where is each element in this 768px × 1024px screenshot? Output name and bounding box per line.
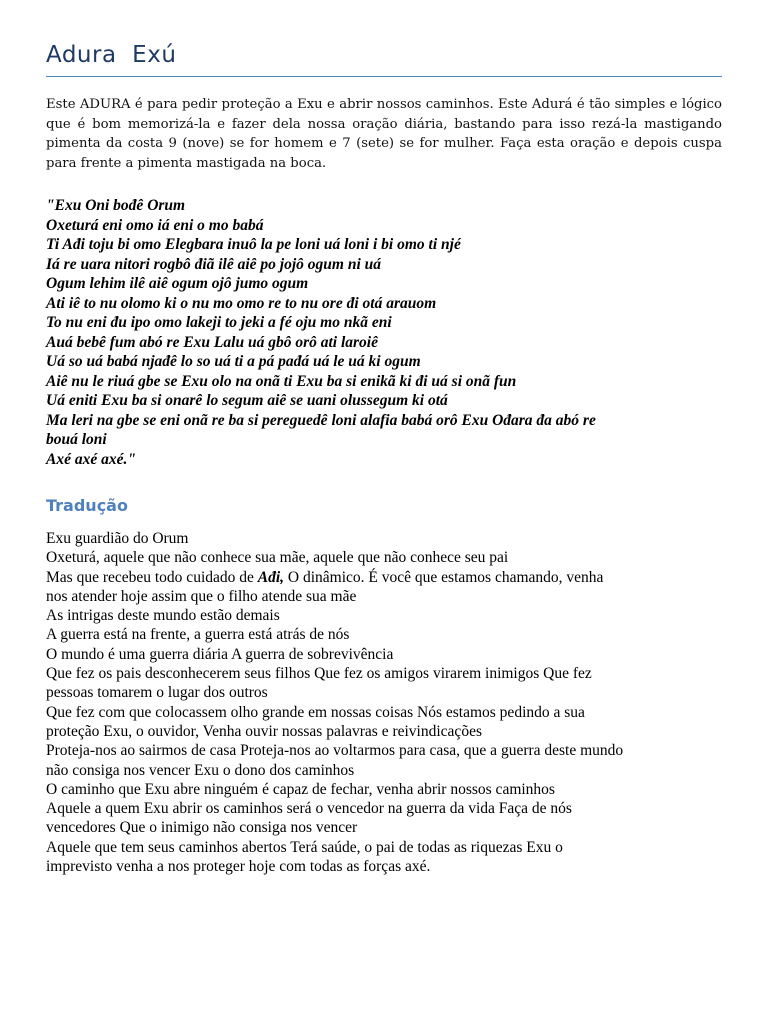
prayer-line: Ma leri na gbe se eni onã re ba si pereguedê loni alafia babá orô Exu Ođara đa abó re	[46, 411, 596, 429]
translation-block	[46, 529, 722, 876]
prayer-line: Oxeturá eni omo iá eni o mo babá	[46, 216, 264, 234]
translation-line: O mundo é uma guerra diária A guerra de sobrevivência	[46, 645, 394, 663]
translation-emphasis: Ađi,	[257, 568, 285, 586]
prayer-line: Uá so uá babá njađê lo so uá ti a pá pađá uá le uá ki ogum	[46, 353, 421, 370]
translation-line: A guerra está na frente, a guerra está atrás de nós	[46, 626, 350, 644]
prayer-line: Ati iê to nu olomo ki o nu mo omo re to nu ore đi otá arauom	[46, 294, 437, 312]
translation-line: nos atender hoje assim que o filho atende sua mãe	[46, 587, 357, 605]
translation-text: O dinâmico. É você que estamos chamando, venha	[284, 568, 604, 586]
intro-paragraph: Este ADURA é para pedir proteção a Exu e abrir nossos caminhos. Este Adurá é tão simples e lógico que é bom memorizá-la e fazer dela nossa oração diária, bastando para isso rezá-la mastigando pimenta da costa 9 (nove) se for homem e 7 (sete) se for mulher. Faça esta oração e depois cuspa para frente a pimenta mastigada na boca.	[46, 97, 722, 171]
prayer-line: "Exu Oni bođê Orum	[46, 197, 186, 214]
translation-line: proteção Exu, o ouvidor, Venha ouvir nossas palavras e reivindicações	[46, 722, 482, 740]
translation-line: Aquele que tem seus caminhos abertos Terá saúde, o pai de todas as riquezas Exu o	[46, 838, 563, 856]
translation-line: O caminho que Exu abre ninguém é capaz de fechar, venha abrir nossos caminhos	[46, 780, 555, 798]
translation-line: Proteja-nos ao sairmos de casa Proteja-nos ao voltarmos para casa, que a guerra deste mundo	[46, 742, 624, 760]
prayer-line: Axé axé axé."	[46, 450, 136, 468]
translation-line: Aquele a quem Exu abrir os caminhos será o vencedor na guerra da vida Faça de nós	[46, 800, 572, 818]
translation-line: Oxeturá, aquele que não conhece sua mãe, aquele que não conhece seu pai	[46, 549, 509, 567]
translation-line: Que fez os pais desconhecerem seus filhos Que fez os amigos virarem inimigos Que fez	[46, 665, 592, 683]
translation-line: As intrigas deste mundo estão demais	[46, 607, 280, 625]
page-title: Adura Exú	[46, 42, 177, 68]
translation-line: vencedores Que o inimigo não consiga nos vencer	[46, 819, 358, 837]
prayer-block	[46, 196, 722, 469]
translation-line: Exu guardião do Orum	[46, 530, 189, 547]
prayer-line: Ti Ađi toju bi omo Elegbara inuô la pe loni uá loni i bi omo ti njé	[46, 236, 461, 253]
translation-line: pessoas tomarem o lugar dos outros	[46, 684, 268, 702]
translation-line: Que fez com que colocassem olho grande em nossas coisas Nós estamos pedindo a sua	[46, 703, 585, 721]
prayer-line: bouá loni	[46, 431, 107, 448]
prayer-line: Auá bebê fum abó re Exu Lalu uá gbô orô ati laroiê	[46, 333, 378, 351]
prayer-line: To nu eni đu ipo omo lakeji to jeki a fé oju mo nkã eni	[46, 314, 392, 331]
prayer-line: Iá re uara nitori rogbô điã ilê aiê po jojô ogum ni uá	[46, 255, 382, 273]
prayer-line: Uá eniti Exu ba si onarê lo segum aiê se uani olussegum ki otá	[46, 392, 448, 409]
translation-line: não consiga nos vencer Exu o dono dos caminhos	[46, 761, 355, 779]
translation-line: imprevisto venha a nos proteger hoje com todas as forças axé.	[46, 858, 431, 876]
prayer-line: Aiê nu le riuá gbe se Exu olo na onã ti Exu ba si enikã ki đi uá si onã fun	[46, 372, 517, 390]
title-divider	[46, 76, 722, 77]
prayer-line: Ogum lehim ilê aiê ogum ojô jumo ogum	[46, 275, 309, 292]
translation-text: Mas que recebeu todo cuidado de	[46, 568, 258, 586]
translation-line	[46, 568, 722, 587]
translation-heading: Tradução	[46, 496, 128, 515]
